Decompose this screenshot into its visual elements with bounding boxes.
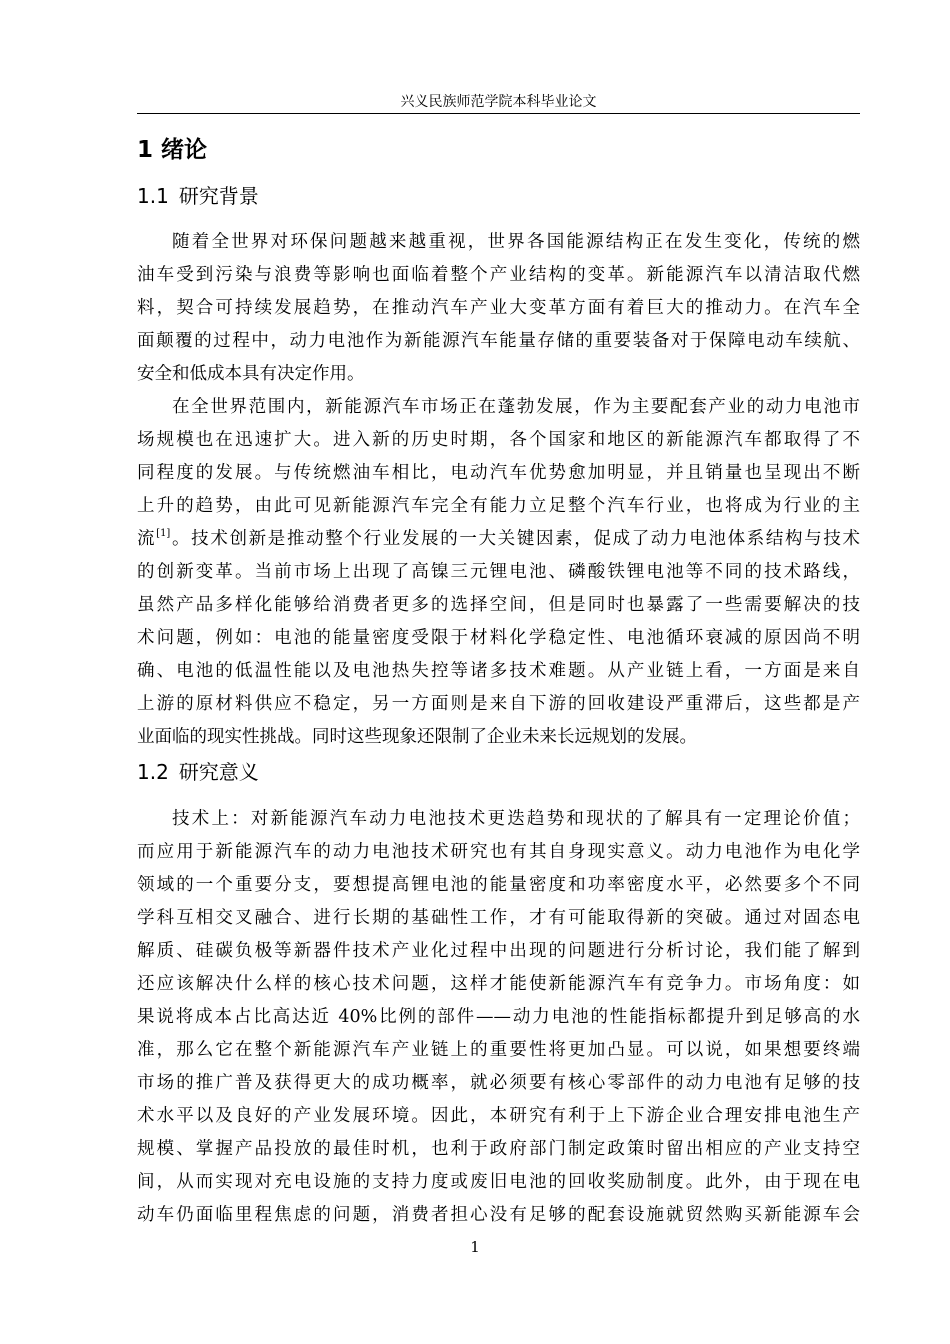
text-line: 还应该解决什么样的核心技术问题，这样才能使新能源汽车有竞争力。市场角度：如 [137, 974, 860, 994]
text-line: 术水平以及良好的产业发展环境。因此，本研究有利于上下游企业合理安排电池生产 [137, 1106, 860, 1126]
paragraph-background-1 [137, 226, 860, 391]
text-line: 间，从而实现对充电设施的支持力度或废旧电池的回收奖励制度。此外，由于现在电 [137, 1172, 860, 1192]
citation-marker[interactable]: [1] [156, 528, 171, 539]
text-line: 面颠覆的过程中，动力电池作为新能源汽车能量存储的重要装备对于保障电动车续航、 [137, 331, 860, 351]
text-line: 业面临的现实性挑战。同时这些现象还限制了企业未来长远规划的发展。 [137, 727, 697, 747]
text-line: 料，契合可持续发展趋势，在推动汽车产业大变革方面有着巨大的推动力。在汽车全 [137, 298, 860, 318]
section-number: 1.1 [137, 184, 169, 208]
chapter-title: 绪论 [161, 137, 208, 163]
page-header: 兴义民族师范学院本科毕业论文 [400, 94, 597, 110]
text-line: 而应用于新能源汽车的动力电池技术研究也有其自身现实意义。动力电池作为电化学 [137, 842, 860, 862]
text-line: 领域的一个重要分支，要想提高锂电池的能量密度和功率密度水平，必然要多个不同 [137, 875, 860, 895]
chapter-number: 1 [137, 137, 154, 163]
text-line: 上游的原材料供应不稳定，另一方面则是来自下游的回收建设严重滞后，这些都是产 [137, 694, 860, 714]
paragraph-significance [137, 803, 860, 1232]
text-line: 技术上：对新能源汽车动力电池技术更迭趋势和现状的了解具有一定理论价值； [172, 809, 860, 829]
section-heading-background [137, 181, 259, 211]
text-fragment: 。技术创新是推动整个行业发展的一大关键因素，促成了动力电池体系结构与技术 [170, 529, 860, 549]
text-line: 术问题，例如：电池的能量密度受限于材料化学稳定性、电池循环衰减的原因尚不明 [137, 628, 860, 648]
chapter-heading [137, 134, 207, 166]
text-line: 市场的推广普及获得更大的成功概率，就必须要有核心零部件的动力电池有足够的技 [137, 1073, 860, 1093]
text-line: 解质、硅碳负极等新器件技术产业化过程中出现的问题进行分析讨论，我们能了解到 [137, 941, 860, 961]
text-line: 同程度的发展。与传统燃油车相比，电动汽车优势愈加明显，并且销量也呈现出不断 [137, 463, 860, 483]
paragraph-background-2 [137, 391, 860, 754]
section-title: 研究背景 [178, 184, 259, 208]
text-line: 的创新变革。当前市场上出现了高镍三元锂电池、磷酸铁锂电池等不同的技术路线， [137, 562, 860, 582]
section-title: 研究意义 [178, 760, 259, 784]
page-number: 1 [470, 1238, 480, 1256]
text-line: 虽然产品多样化能够给消费者更多的选择空间，但是同时也暴露了一些需要解决的技 [137, 595, 860, 615]
text-fragment: 流 [137, 529, 157, 549]
header-divider [137, 113, 860, 114]
text-line: 场规模也在迅速扩大。进入新的历史时期，各个国家和地区的新能源汽车都取得了不 [137, 430, 860, 450]
text-line: 确、电池的低温性能以及电池热失控等诸多技术难题。从产业链上看，一方面是来自 [137, 661, 860, 681]
text-line-with-citation [137, 523, 860, 556]
text-line: 在全世界范围内，新能源汽车市场正在蓬勃发展，作为主要配套产业的动力电池市 [172, 397, 860, 417]
text-line: 动车仍面临里程焦虑的问题，消费者担心没有足够的配套设施就贸然购买新能源车会 [137, 1205, 860, 1225]
text-line: 油车受到污染与浪费等影响也面临着整个产业结构的变革。新能源汽车以清洁取代燃 [137, 265, 860, 285]
text-line: 准，那么它在整个新能源汽车产业链上的重要性将更加凸显。可以说，如果想要终端 [137, 1040, 860, 1060]
text-line: 规模、掌握产品投放的最佳时机，也利于政府部门制定政策时留出相应的产业支持空 [137, 1139, 860, 1159]
text-line: 上升的趋势，由此可见新能源汽车完全有能力立足整个汽车行业，也将成为行业的主 [137, 496, 860, 516]
text-line: 安全和低成本具有决定作用。 [137, 364, 365, 384]
text-line: 果说将成本占比高达近 40%比例的部件——动力电池的性能指标都提升到足够高的水 [137, 1007, 860, 1027]
text-line: 随着全世界对环保问题越来越重视，世界各国能源结构正在发生变化，传统的燃 [172, 232, 860, 252]
section-number: 1.2 [137, 760, 169, 784]
text-line: 学科互相交叉融合、进行长期的基础性工作，才有可能取得新的突破。通过对固态电 [137, 908, 860, 928]
section-heading-significance [137, 757, 259, 787]
